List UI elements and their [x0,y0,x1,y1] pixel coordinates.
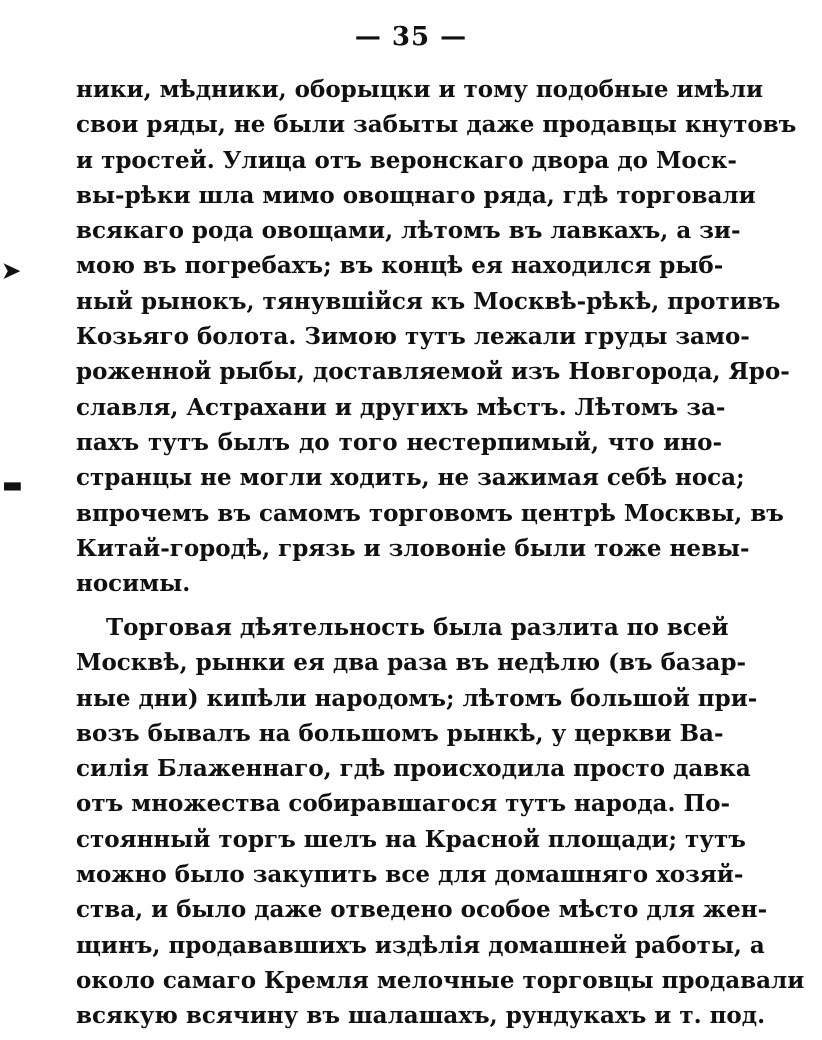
text-line: всякаго рода овощами, лѣтомъ въ лавкахъ, а зи- [76,217,741,245]
text-line: ники, мѣдники, оборыцки и тому подобные имѣли [76,76,764,103]
text-line: носимы. [76,570,191,598]
text-line: свои ряды, не были забыты даже продавцы кнутовъ [76,111,797,139]
text-line: пахъ тутъ былъ до того нестерпимый, что ино- [76,428,722,456]
text-line: возъ бывалъ на большомъ рынкѣ, у церкви Ва- [76,719,724,747]
text-line: силія Блаженнаго, гдѣ происходила просто давка [76,755,751,783]
text-line: отъ множества собиравшагося тутъ народа. По- [76,790,731,818]
text-line: роженной рыбы, доставляемой изъ Новгорода, Яро- [76,358,790,386]
text-line: стоянный торгъ шелъ на Красной площади; тутъ [76,825,746,853]
text-line: Козьяго болота. Зимою тутъ лежали груды замо- [76,323,750,351]
text-line: около самаго Кремля мелочные торговцы продавали [76,966,805,994]
text-line: Китай-городѣ, грязь и зловоніе были тоже невы- [76,534,750,562]
paragraph-2 [76,610,805,1034]
text-line: всякую всячину въ шалашахъ, рундукахъ и т. под. [76,1002,766,1030]
text-line: ства, и было даже отведено особое мѣсто для жен- [76,896,768,924]
paragraph-1 [76,72,797,601]
text-line: мою въ погребахъ; въ концѣ ея находился рыб- [76,252,724,280]
text-line: Москвѣ, рынки ея два раза въ недѣлю (въ базар- [76,649,747,677]
text-line: ный рынокъ, тянувшійся къ Москвѣ-рѣкѣ, противъ [76,287,781,315]
text-line: странцы не могли ходить, не зажимая себѣ носа; [76,464,745,492]
text-line: Торговая дѣятельность была разлита по всей [106,614,729,641]
text-line: славля, Астрахани и другихъ мѣстъ. Лѣтомъ за- [76,393,726,421]
text-line: щинъ, продававшихъ издѣлія домашней работы, а [76,931,765,959]
text-line: ные дни) кипѣли народомъ; лѣтомъ большой при- [76,684,758,712]
margin-arrow-mark: ➤ [2,258,21,284]
page-number: — 35 — [354,22,468,52]
margin-dash-mark: ▬ [2,472,23,498]
text-line: вы-рѣки шла мимо овощнаго ряда, гдѣ торговали [76,181,756,209]
text-line: можно было закупить все для домашняго хозяй- [76,861,744,889]
text-line: и тростей. Улица отъ веронскаго двора до Моск- [76,146,737,174]
text-line: впрочемъ въ самомъ торговомъ центрѣ Москвы, въ [76,499,784,527]
